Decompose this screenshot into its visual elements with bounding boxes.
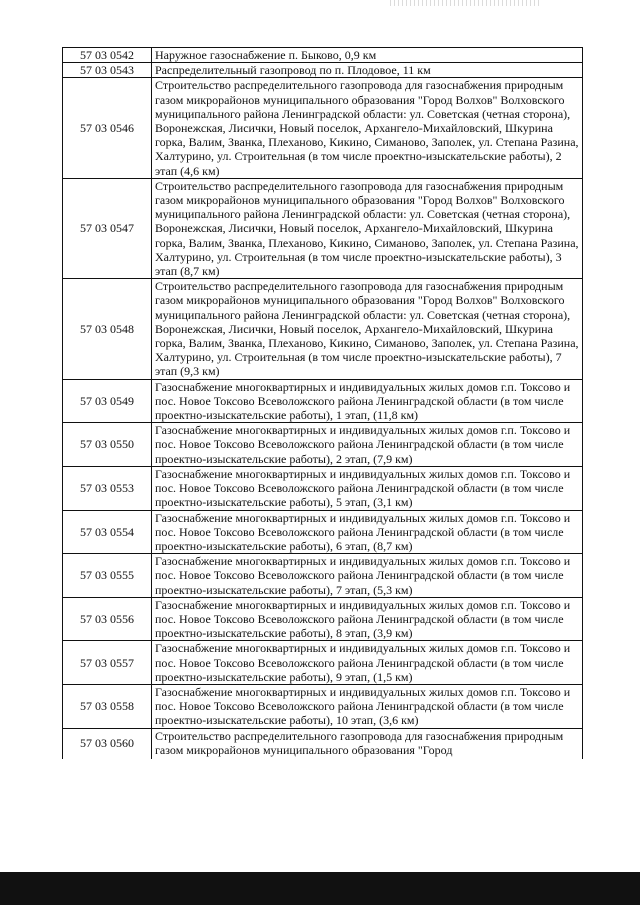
table-row xyxy=(63,279,583,379)
row-description: Газоснабжение многоквартирных и индивидуальных жилых домов г.п. Токсово и пос. Новое Токсово Всеволожского района Ленинградской области (в том числе проектно-изыскательские работы), 7 этап, (5,3 км) xyxy=(152,554,583,598)
row-code: 57 03 0558 xyxy=(63,684,152,728)
row-code: 57 03 0547 xyxy=(63,178,152,278)
row-description: Газоснабжение многоквартирных и индивидуальных жилых домов г.п. Токсово и пос. Новое Токсово Всеволожского района Ленинградской области (в том числе проектно-изыскательские работы), 10 этап, (3,6 км) xyxy=(152,684,583,728)
code-table-body xyxy=(63,48,583,759)
row-code: 57 03 0555 xyxy=(63,554,152,598)
table-row xyxy=(63,597,583,641)
row-code: 57 03 0542 xyxy=(63,48,152,63)
row-code: 57 03 0546 xyxy=(63,78,152,178)
row-description: Газоснабжение многоквартирных и индивидуальных жилых домов г.п. Токсово и пос. Новое Токсово Всеволожского района Ленинградской области (в том числе проектно-изыскательские работы), 9 этап, (1,5 км) xyxy=(152,641,583,685)
row-description: Строительство распределительного газопровода для газоснабжения природным газом микрорайонов муниципального образования "Город Волхов" Волховского муниципального района Ленинградской области: ул. Советская (четная сторона), Воронежская, Лисички, Новый поселок, Архангело-Михайловский, Шкурина горка, Валим, Званка, Плеханово, Кикино, Симаново, Заполек, ул. Степана Разина, Халтурино, ул. Строительная (в том числе проектно-изыскательские работы), 7 этап (9,3 км) xyxy=(152,279,583,379)
row-code: 57 03 0549 xyxy=(63,379,152,423)
scan-bottom-border xyxy=(0,872,640,905)
table-row xyxy=(63,554,583,598)
table-row xyxy=(63,78,583,178)
row-code: 57 03 0556 xyxy=(63,597,152,641)
row-code: 57 03 0554 xyxy=(63,510,152,554)
row-description: Распределительный газопровод по п. Плодовое, 11 км xyxy=(152,63,583,78)
table-row xyxy=(63,728,583,759)
row-code: 57 03 0557 xyxy=(63,641,152,685)
row-description: Газоснабжение многоквартирных и индивидуальных жилых домов г.п. Токсово и пос. Новое Токсово Всеволожского района Ленинградской области (в том числе проектно-изыскательские работы), 8 этап, (3,9 км) xyxy=(152,597,583,641)
row-description: Строительство распределительного газопровода для газоснабжения природным газом микрорайонов муниципального образования "Город xyxy=(152,728,583,759)
table-row xyxy=(63,466,583,510)
row-description: Газоснабжение многоквартирных и индивидуальных жилых домов г.п. Токсово и пос. Новое Токсово Всеволожского района Ленинградской области (в том числе проектно-изыскательские работы), 1 этап, (11,8 км) xyxy=(152,379,583,423)
table-row xyxy=(63,684,583,728)
row-code: 57 03 0548 xyxy=(63,279,152,379)
row-code: 57 03 0560 xyxy=(63,728,152,759)
code-table xyxy=(62,47,583,759)
row-code: 57 03 0543 xyxy=(63,63,152,78)
table-row xyxy=(63,48,583,63)
row-description: Газоснабжение многоквартирных и индивидуальных жилых домов г.п. Токсово и пос. Новое Токсово Всеволожского района Ленинградской области (в том числе проектно-изыскательские работы), 5 этап, (3,1 км) xyxy=(152,466,583,510)
table-row xyxy=(63,423,583,467)
row-code: 57 03 0550 xyxy=(63,423,152,467)
table-row xyxy=(63,178,583,278)
table-row xyxy=(63,510,583,554)
row-description: Строительство распределительного газопровода для газоснабжения природным газом микрорайонов муниципального образования "Город Волхов" Волховского муниципального района Ленинградской области: ул. Советская (четная сторона), Воронежская, Лисички, Новый поселок, Архангело-Михайловский, Шкурина горка, Валим, Званка, Плеханово, Кикино, Симаново, Заполек, ул. Степана Разина, Халтурино, ул. Строительная (в том числе проектно-изыскательские работы), 2 этап (4,6 км) xyxy=(152,78,583,178)
table-row xyxy=(63,641,583,685)
row-description: Газоснабжение многоквартирных и индивидуальных жилых домов г.п. Токсово и пос. Новое Токсово Всеволожского района Ленинградской области (в том числе проектно-изыскательские работы), 2 этап, (7,9 км) xyxy=(152,423,583,467)
table-row xyxy=(63,379,583,423)
scan-artifact xyxy=(390,0,540,6)
row-description: Строительство распределительного газопровода для газоснабжения природным газом микрорайонов муниципального образования "Город Волхов" Волховского муниципального района Ленинградской области: ул. Советская (четная сторона), Воронежская, Лисички, Новый поселок, Архангело-Михайловский, Шкурина горка, Валим, Званка, Плеханово, Кикино, Симаново, Заполек, ул. Степана Разина, Халтурино, ул. Строительная (в том числе проектно-изыскательские работы), 3 этап (8,7 км) xyxy=(152,178,583,278)
row-description: Газоснабжение многоквартирных и индивидуальных жилых домов г.п. Токсово и пос. Новое Токсово Всеволожского района Ленинградской области (в том числе проектно-изыскательские работы), 6 этап, (8,7 км) xyxy=(152,510,583,554)
row-description: Наружное газоснабжение п. Быково, 0,9 км xyxy=(152,48,583,63)
row-code: 57 03 0553 xyxy=(63,466,152,510)
table-row xyxy=(63,63,583,78)
